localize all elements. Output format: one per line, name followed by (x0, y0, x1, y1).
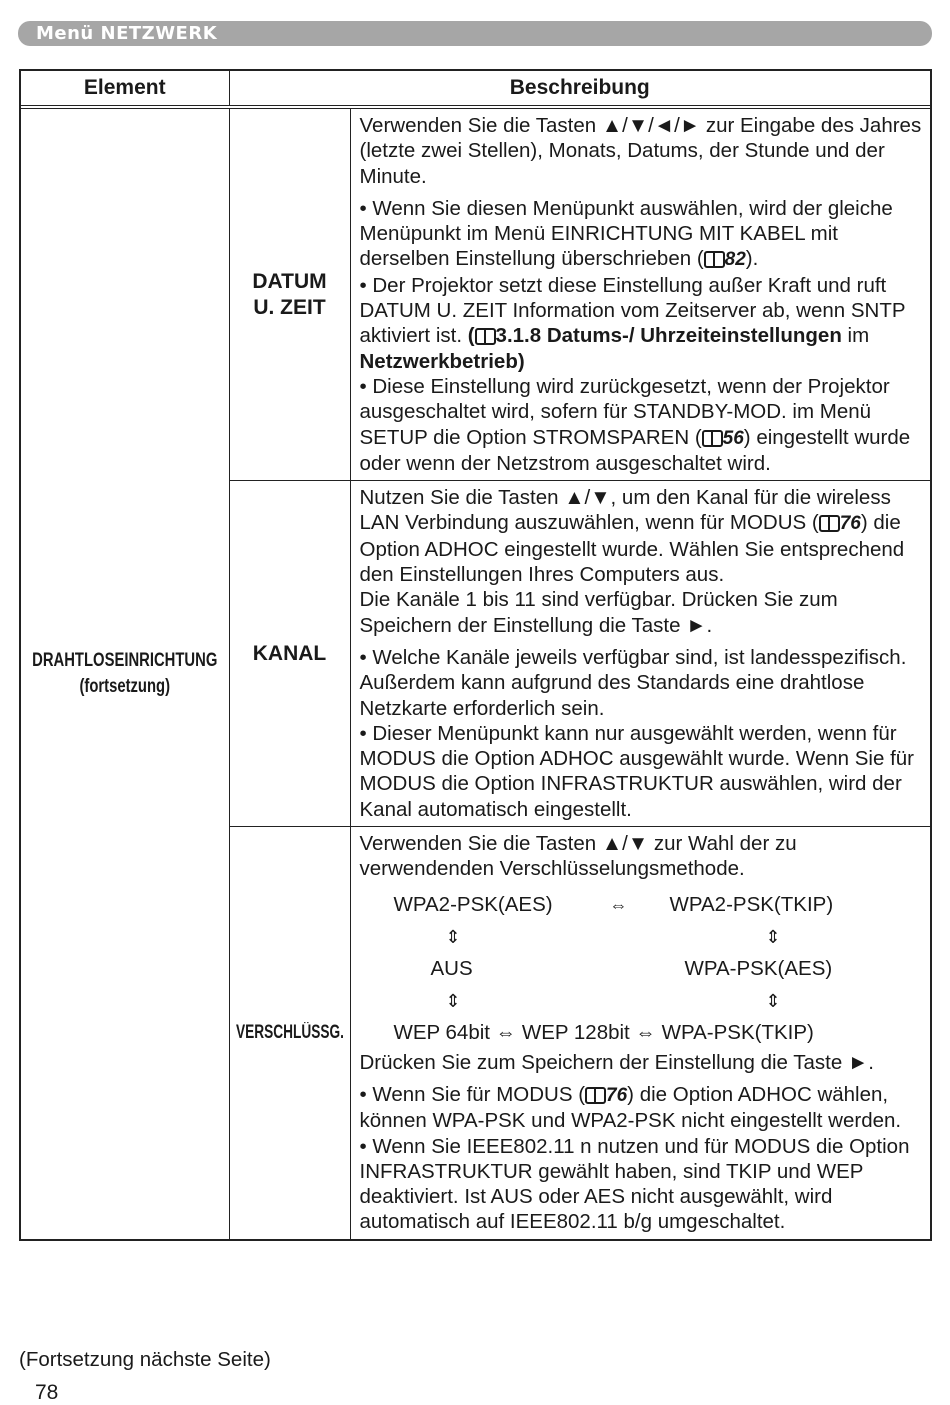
book-icon (475, 327, 495, 344)
kanal-p4: • Dieser Menüpunkt kann nur ausgewählt werden, wenn für MODUS die Option ADHOC ausgewählt wurde. Wenn Sie für MODUS die Option INFRASTRUKTUR auswählen, wird der Kanal automatisch eingestellt. (359, 721, 915, 821)
page-ref-76b[interactable] (585, 1085, 627, 1106)
kanal-label: KANAL (252, 641, 327, 665)
kanal-p1-text: Nutzen Sie die Tasten ▲/▼, um den Kanal für die wireless LAN Verbindung auszuwählen, wenn für MODUS ( (359, 486, 891, 535)
verschl-p3-end: ) die Option ADHOC wählen, können WPA-PSK und WPA2-PSK nicht eingestellt werden. (359, 1082, 902, 1133)
menu-title: Menü NETZWERK (36, 23, 218, 44)
group-label-sub: (fortsetzung) (79, 675, 171, 697)
encryption-cycle-diagram (360, 888, 925, 1048)
enc-wpa2-aes: WPA2-PSK(AES) (393, 892, 553, 916)
page-ref-56-number: 56 (722, 427, 744, 449)
enc-bottom-row: WEP 64bit ⇔ WEP 128bit ⇔ WPA-PSK(TKIP) (393, 1020, 814, 1044)
verschl-description (350, 827, 931, 1240)
book-icon (585, 1086, 605, 1103)
kanal-p2: Die Kanäle 1 bis 11 sind verfügbar. Drücken Sie zum Speichern der Einstellung die Taste ►. (359, 588, 838, 637)
datum-p3-text: • Der Projektor setzt diese Einstellung außer Kraft und ruft DATUM U. ZEIT Information vom Zeitserver ab, wenn SNTP aktiviert ist. (359, 273, 906, 348)
book-icon (704, 250, 724, 267)
datum-p3-mid: im (841, 324, 870, 348)
page-ref-76b-number: 76 (606, 1084, 628, 1106)
network-menu-table-wrap (19, 69, 932, 1241)
verschl-label-cell (229, 827, 350, 1240)
datum-p3-ref-section: Netzwerkbetrieb) (359, 349, 525, 373)
enc-arrow-h1: ⇔ (609, 894, 628, 915)
datum-label-cell (229, 109, 350, 481)
datum-p2-end: ). (745, 247, 759, 271)
page-ref-56[interactable] (702, 428, 744, 449)
enc-arrow-v3: ⇕ (445, 990, 461, 1011)
page-ref-82[interactable] (704, 249, 746, 270)
enc-aus: AUS (430, 956, 473, 980)
header-element: Element (20, 70, 229, 106)
verschl-p3 (360, 1082, 925, 1134)
datum-p3 (360, 273, 925, 374)
datum-p2-text: • Wenn Sie diesen Menüpunkt auswählen, wird der gleiche Menüpunkt im Menü EINRICHTUNG MIT KABEL mit derselben Einstellung überschrieben ( (359, 196, 893, 271)
page-ref-82-number: 82 (724, 249, 746, 271)
verschl-label: VERSCHLÜSSG. (235, 1021, 344, 1043)
kanal-p3: • Welche Kanäle jeweils verfügbar sind, ist landesspezifisch. Außerdem kann aufgrund des Standards eine drahtlose Netzkarte erforderlich sein. (359, 645, 907, 720)
table-header-row (20, 70, 931, 106)
datum-p1: Verwenden Sie die Tasten ▲/▼/◄/► zur Eingabe des Jahres (letzte zwei Stellen), Monats, Datums, der Stunde und der Minute. (359, 114, 922, 188)
group-cell (20, 109, 229, 1240)
group-label: DRAHTLOSEINRICHTUNG (32, 649, 218, 671)
enc-arrow-v2: ⇕ (765, 926, 781, 947)
verschl-p4: • Wenn Sie IEEE802.11 n nutzen und für MODUS die Option INFRASTRUKTUR gewählt haben, sind TKIP und WEP deaktiviert. Ist AUS oder AES nicht ausgewählt, wird automatisch auf IEEE802.11 b/g umgeschaltet. (359, 1134, 910, 1234)
enc-arrow-v4: ⇕ (765, 990, 781, 1011)
kanal-label-cell (229, 481, 350, 827)
book-icon (819, 514, 839, 531)
page-ref-76[interactable] (819, 513, 861, 534)
kanal-p1 (360, 485, 925, 587)
datum-label-line1: DATUM (252, 269, 327, 293)
datum-description (350, 109, 931, 481)
datum-p2 (360, 196, 925, 273)
header-description: Beschreibung (229, 70, 931, 106)
page-ref-76-number: 76 (839, 513, 861, 535)
kanal-p1-end: ) die Option ADHOC eingestellt wurde. Wählen Sie entsprechend den Einstellungen Ihres Computers aus. (359, 511, 905, 587)
datum-p3-open: ( (467, 324, 475, 348)
datum-p4-end: ) eingestellt wurde oder wenn der Netzstrom ausgeschaltet wird. (359, 425, 911, 475)
enc-wpa-aes: WPA-PSK(AES) (684, 956, 833, 980)
kanal-description (350, 481, 931, 827)
book-icon (702, 429, 722, 446)
network-menu-table (19, 69, 932, 1241)
datum-label-line2: U. ZEIT (253, 295, 326, 319)
enc-arrow-v1: ⇕ (445, 926, 461, 947)
datum-p4-text: • Diese Einstellung wird zurückgesetzt, wenn der Projektor ausgeschaltet wird, sofern für STANDBY-MOD. im Menü SETUP die Option STROMSPAREN ( (359, 374, 890, 449)
verschl-p3-text: • Wenn Sie für MODUS ( (359, 1082, 586, 1106)
datum-p4 (360, 374, 925, 476)
enc-wpa2-tkip: WPA2-PSK(TKIP) (669, 892, 834, 916)
verschl-p2: Drücken Sie zum Speichern der Einstellung die Taste ►. (359, 1050, 874, 1074)
continued-note: (Fortsetzung nächste Seite) (19, 1348, 271, 1371)
menu-banner (18, 21, 932, 46)
page-number: 78 (35, 1381, 59, 1404)
verschl-p1: Verwenden Sie die Tasten ▲/▼ zur Wahl der zu verwendenden Verschlüsselungsmethode. (359, 832, 797, 881)
table-row-datum (20, 109, 931, 481)
datum-p3-ref-title[interactable]: 3.1.8 Datums-/ Uhrzeiteinstellungen (495, 324, 842, 348)
